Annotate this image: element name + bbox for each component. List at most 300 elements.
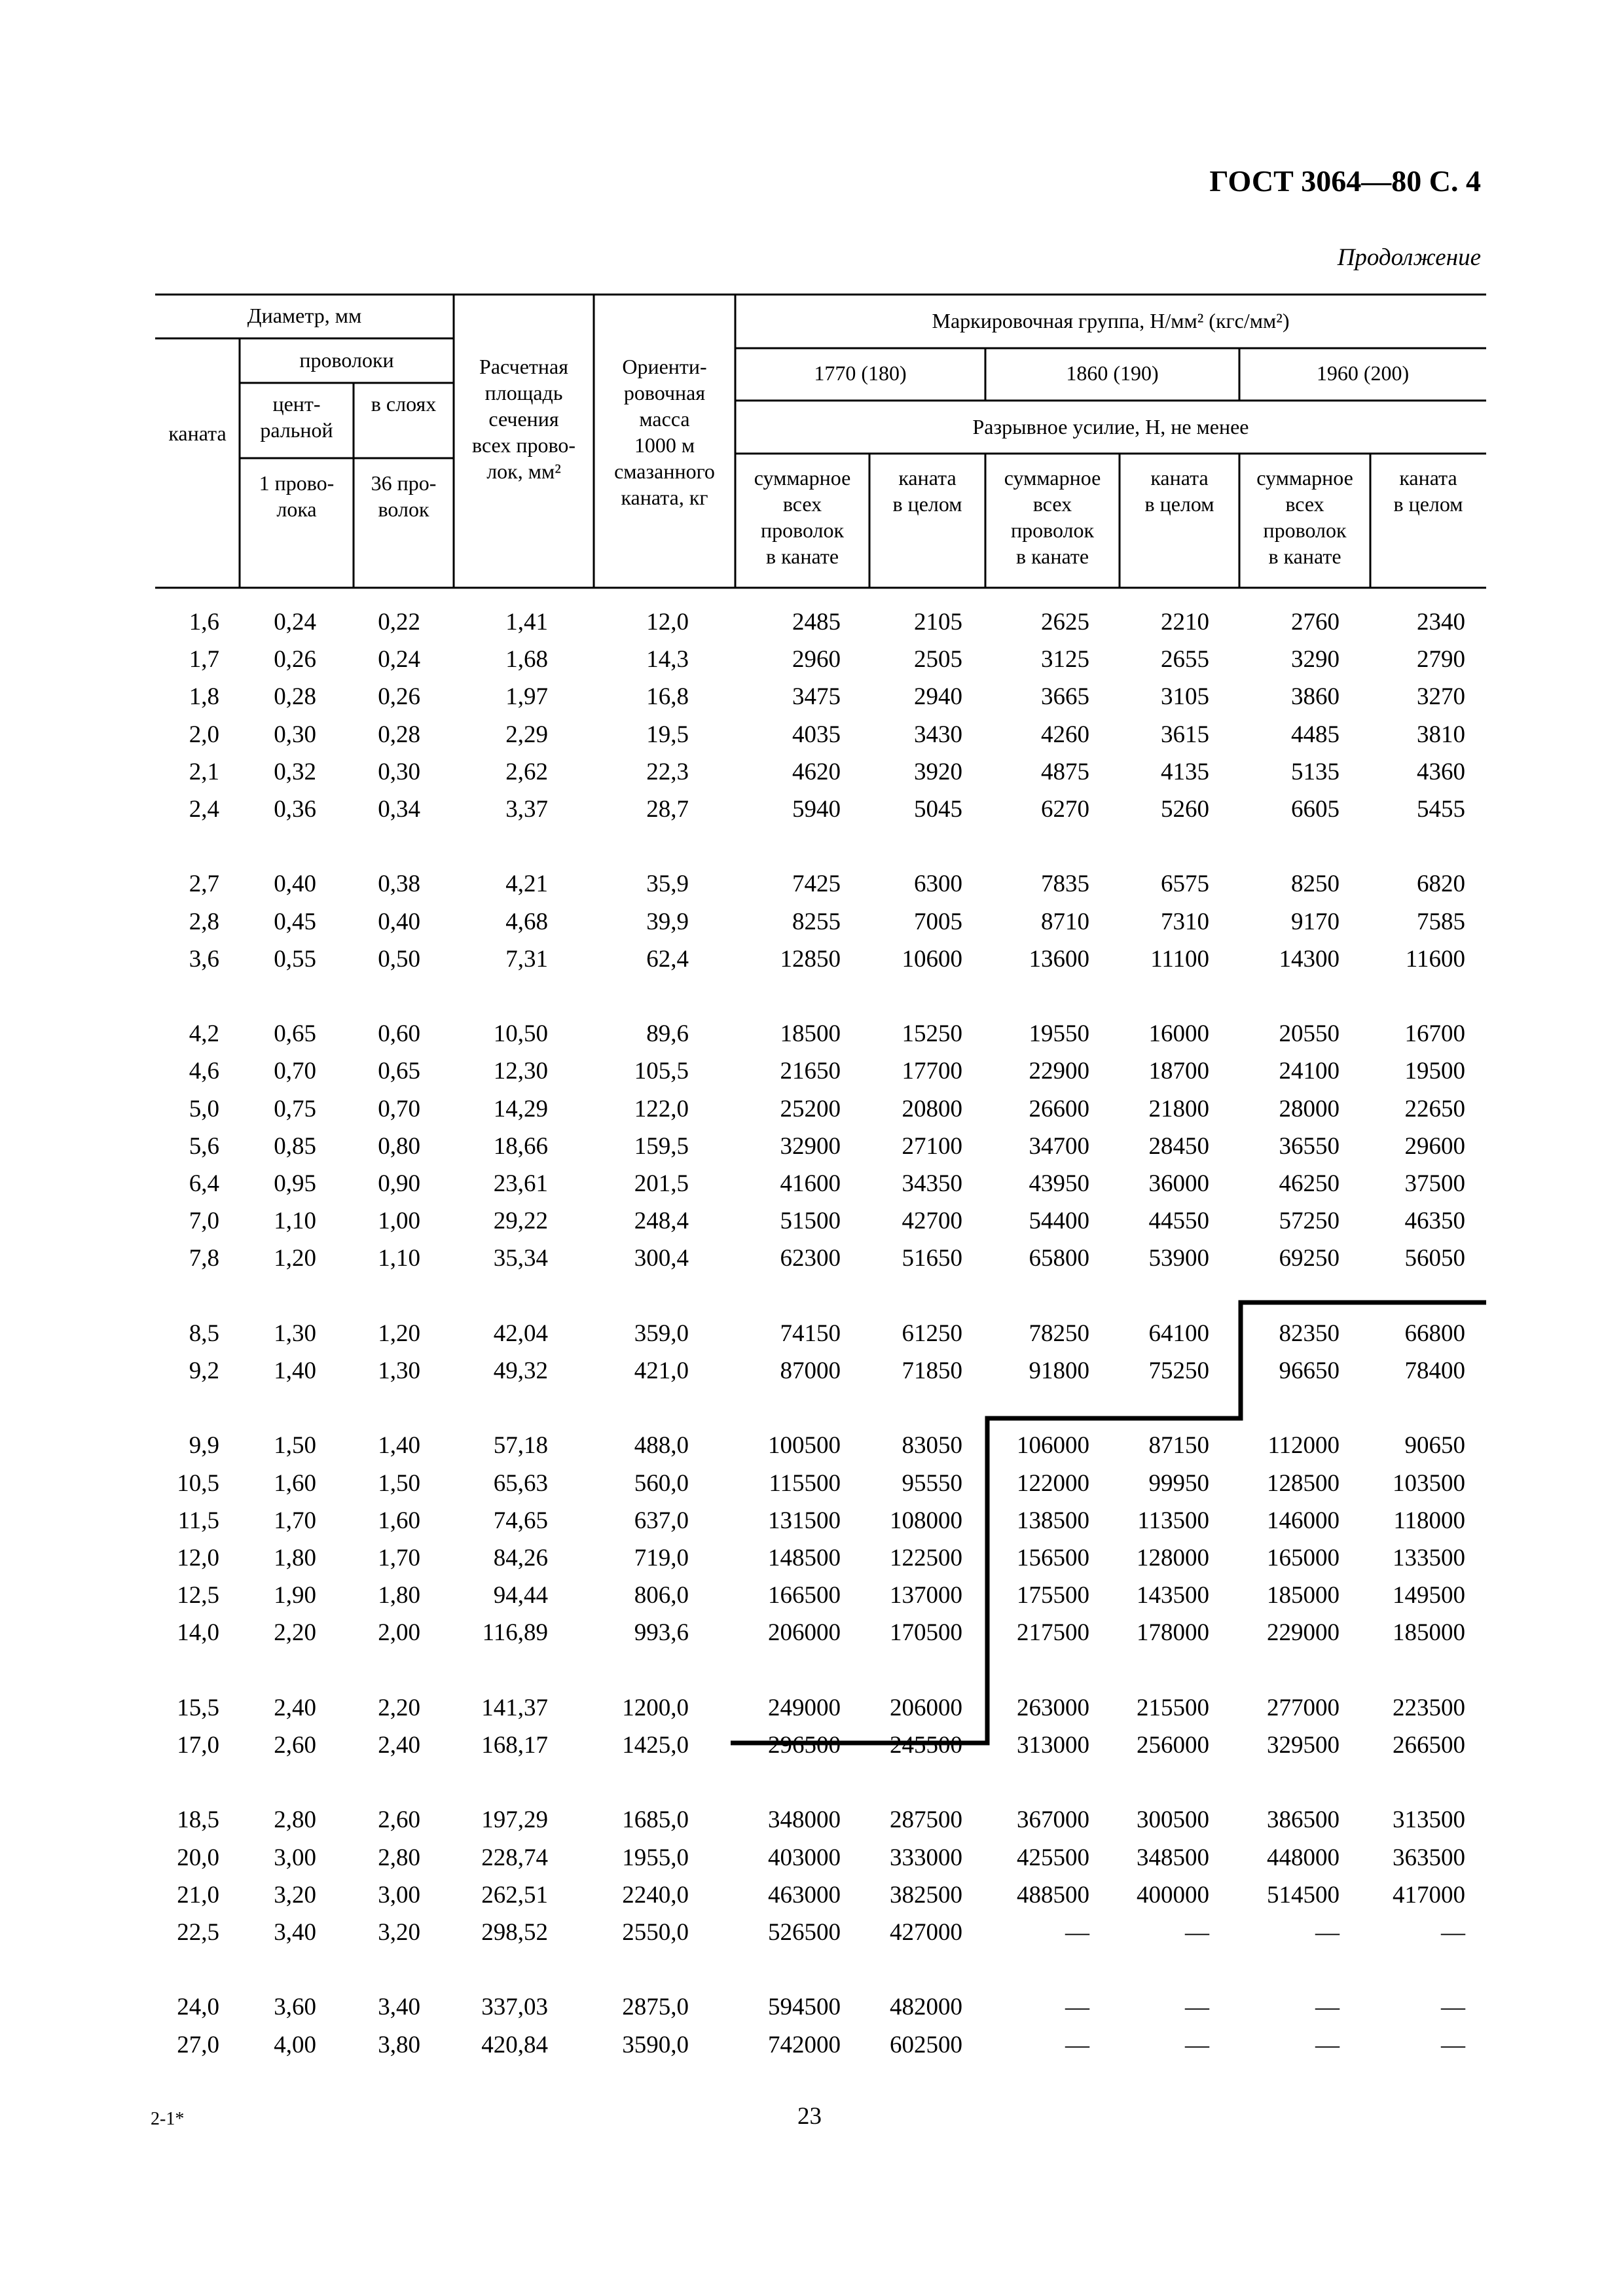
cell-central-wire: 3,40 <box>274 1919 316 1946</box>
cell-rope-diameter: 3,6 <box>189 945 219 973</box>
cell-rope-1960: 46350 <box>1404 1208 1465 1235</box>
cell-rope-1770: 15250 <box>902 1020 962 1048</box>
cell-rope-1960: 90650 <box>1404 1432 1465 1460</box>
cell-total-1860: 263000 <box>1017 1694 1089 1721</box>
cell-rope-1860: — <box>1185 1994 1209 2021</box>
cell-central-wire: 0,40 <box>274 870 316 898</box>
cell-total-1770: 742000 <box>768 2031 841 2058</box>
cell-area: 29,22 <box>493 1208 548 1235</box>
cell-area: 49,32 <box>493 1357 548 1384</box>
cell-rope-1770: 2940 <box>914 683 962 711</box>
cell-total-1960: 146000 <box>1267 1507 1340 1534</box>
cell-central-wire: 1,80 <box>274 1545 316 1571</box>
cell-mass: 637,0 <box>634 1507 689 1534</box>
cell-rope-diameter: 2,0 <box>189 721 219 748</box>
cell-rope-diameter: 2,1 <box>189 758 219 785</box>
cell-rope-1770: 3430 <box>914 721 962 748</box>
cell-rope-1860: 36000 <box>1148 1170 1209 1197</box>
cell-rope-1860: 28450 <box>1148 1132 1209 1160</box>
cell-rope-1960: — <box>1441 2031 1465 2058</box>
cell-rope-diameter: 4,6 <box>189 1058 219 1085</box>
cell-total-1960: 229000 <box>1267 1619 1340 1647</box>
cell-central-wire: 0,32 <box>274 758 316 785</box>
cell-rope-1860: 256000 <box>1137 1732 1209 1759</box>
cell-total-1860: 91800 <box>1029 1357 1089 1384</box>
cell-mass: 89,6 <box>646 1020 689 1048</box>
cell-total-1770: 51500 <box>780 1208 841 1235</box>
cell-rope-1770: 51650 <box>902 1245 962 1272</box>
cell-rope-1770: 287500 <box>890 1806 962 1834</box>
cell-rope-diameter: 2,4 <box>189 796 219 823</box>
cell-total-1770: 32900 <box>780 1132 841 1160</box>
cell-total-1770: 403000 <box>768 1844 841 1871</box>
cell-area: 337,03 <box>481 1994 548 2021</box>
cell-total-1770: 21650 <box>780 1058 841 1085</box>
cell-rope-1860: 128000 <box>1137 1545 1209 1571</box>
cell-mass: 2550,0 <box>622 1919 689 1946</box>
cell-total-1960: 36550 <box>1279 1132 1340 1160</box>
header-mass: Ориенти- ровочная масса 1000 м смазанного каната, кг <box>614 355 715 509</box>
cell-rope-1770: 27100 <box>902 1132 962 1160</box>
cell-central-wire: 0,65 <box>274 1020 316 1048</box>
cell-area: 298,52 <box>481 1919 548 1946</box>
cell-rope-1960: 3810 <box>1417 721 1465 748</box>
cell-total-1860: 175500 <box>1017 1582 1089 1609</box>
cell-central-wire: 1,70 <box>274 1507 316 1534</box>
cell-total-1860: 65800 <box>1029 1245 1089 1272</box>
cell-rope-1860: 11100 <box>1150 945 1209 973</box>
cell-rope-1860: 300500 <box>1137 1806 1209 1834</box>
cell-total-1960: 14300 <box>1279 945 1340 973</box>
header-one-wire: 1 прово- лока <box>259 471 335 521</box>
cell-rope-1860: — <box>1185 2031 1209 2058</box>
cell-rope-1960: 2790 <box>1417 646 1465 673</box>
cell-rope-1960: 313500 <box>1393 1806 1465 1834</box>
cell-rope-1860: 18700 <box>1148 1058 1209 1085</box>
cell-central-wire: 0,70 <box>274 1058 316 1085</box>
cell-layer-wire: 1,80 <box>378 1582 420 1609</box>
cell-mass: 159,5 <box>634 1132 689 1160</box>
cell-rope-diameter: 4,2 <box>189 1020 219 1048</box>
cell-total-1960: 277000 <box>1267 1694 1340 1721</box>
cell-rope-1770: 71850 <box>902 1357 962 1384</box>
cell-total-1860: — <box>1065 2031 1089 2058</box>
cell-layer-wire: 0,80 <box>378 1132 420 1160</box>
cell-rope-1960: 66800 <box>1404 1319 1465 1347</box>
cell-central-wire: 2,40 <box>274 1694 316 1721</box>
cell-mass: 16,8 <box>646 683 689 711</box>
cell-total-1960: — <box>1315 2031 1340 2058</box>
cell-rope-diameter: 12,5 <box>177 1582 219 1609</box>
cell-total-1960: 386500 <box>1267 1806 1340 1834</box>
cell-layer-wire: 0,26 <box>378 683 420 711</box>
cell-rope-1960: 417000 <box>1393 1881 1465 1909</box>
cell-rope-1770: 333000 <box>890 1844 962 1871</box>
cell-rope-diameter: 22,5 <box>177 1919 219 1946</box>
cell-area: 1,68 <box>505 646 548 673</box>
cell-layer-wire: 0,34 <box>378 796 420 823</box>
cell-area: 2,29 <box>505 721 548 748</box>
cell-rope-diameter: 21,0 <box>177 1881 219 1909</box>
cell-area: 262,51 <box>481 1881 548 1909</box>
cell-total-1960: 128500 <box>1267 1469 1340 1497</box>
cell-area: 228,74 <box>481 1844 548 1871</box>
cell-rope-diameter: 17,0 <box>177 1732 219 1759</box>
cell-layer-wire: 0,65 <box>378 1058 420 1085</box>
cell-total-1960: 9170 <box>1291 908 1340 935</box>
cell-rope-1960: 266500 <box>1393 1732 1465 1759</box>
cell-total-1770: 5940 <box>792 796 841 823</box>
cell-area: 42,04 <box>493 1319 548 1347</box>
cell-layer-wire: 2,00 <box>378 1619 420 1647</box>
cell-central-wire: 2,80 <box>274 1806 316 1834</box>
cell-central-wire: 0,45 <box>274 908 316 935</box>
cell-total-1770: 41600 <box>780 1170 841 1197</box>
header-rope: каната <box>168 422 227 445</box>
cell-rope-1960: 29600 <box>1404 1132 1465 1160</box>
cell-rope-1960: 7585 <box>1417 908 1465 935</box>
cell-rope-diameter: 8,5 <box>189 1319 219 1347</box>
cell-rope-1960: — <box>1441 1994 1465 2021</box>
cell-layer-wire: 1,40 <box>378 1432 420 1460</box>
cell-rope-1770: 382500 <box>890 1881 962 1909</box>
cell-area: 4,21 <box>505 870 548 898</box>
cell-area: 1,41 <box>505 609 548 636</box>
cell-rope-1860: 143500 <box>1137 1582 1209 1609</box>
cell-area: 168,17 <box>481 1732 548 1759</box>
cell-total-1770: 166500 <box>768 1582 841 1609</box>
cell-rope-1860: 87150 <box>1148 1432 1209 1460</box>
cell-central-wire: 1,10 <box>274 1208 316 1235</box>
cell-mass: 719,0 <box>634 1545 689 1571</box>
cell-layer-wire: 2,60 <box>378 1806 420 1834</box>
cell-rope-1960: 11600 <box>1405 945 1465 973</box>
cell-mass: 421,0 <box>634 1357 689 1384</box>
cell-layer-wire: 1,00 <box>378 1208 420 1235</box>
cell-rope-1960: 185000 <box>1393 1619 1465 1647</box>
cell-total-1770: 3475 <box>792 683 841 711</box>
cell-total-1860: 106000 <box>1017 1432 1089 1460</box>
cell-layer-wire: 2,20 <box>378 1694 420 1721</box>
cell-total-1770: 594500 <box>768 1994 841 2021</box>
cell-central-wire: 0,26 <box>274 646 316 673</box>
cell-total-1770: 526500 <box>768 1919 841 1946</box>
cell-rope-1960: 103500 <box>1393 1469 1465 1497</box>
footer-sheet-mark: 2-1* <box>151 2109 185 2129</box>
cell-layer-wire: 0,70 <box>378 1095 420 1122</box>
cell-area: 35,34 <box>493 1245 548 1272</box>
header-rope-1770: каната в целом <box>892 466 962 516</box>
cell-total-1960: 8250 <box>1291 870 1340 898</box>
cell-layer-wire: 0,30 <box>378 758 420 785</box>
cell-central-wire: 0,95 <box>274 1170 316 1197</box>
cell-mass: 39,9 <box>646 908 689 935</box>
cell-central-wire: 0,85 <box>274 1132 316 1160</box>
cell-rope-1770: 3920 <box>914 758 962 785</box>
cell-rope-diameter: 7,0 <box>189 1208 219 1235</box>
cell-rope-1860: 2655 <box>1161 646 1209 673</box>
cell-rope-1960: 149500 <box>1393 1582 1465 1609</box>
cell-area: 420,84 <box>481 2031 548 2058</box>
cell-layer-wire: 3,40 <box>378 1994 420 2021</box>
cell-area: 23,61 <box>493 1170 548 1197</box>
header-diameter: Диаметр, мм <box>247 304 362 327</box>
cell-total-1770: 2960 <box>792 646 841 673</box>
header-breaking-force: Разрывное усилие, Н, не менее <box>972 415 1249 439</box>
cell-total-1860: 4875 <box>1041 758 1089 785</box>
cell-central-wire: 1,30 <box>274 1319 316 1347</box>
header-rope-1960: каната в целом <box>1393 466 1463 516</box>
cell-rope-diameter: 1,7 <box>189 646 219 673</box>
cell-rope-diameter: 24,0 <box>177 1994 219 2021</box>
cell-rope-1860: 64100 <box>1148 1319 1209 1347</box>
cell-total-1960: 3290 <box>1291 646 1340 673</box>
cell-rope-1860: 7310 <box>1161 908 1209 935</box>
cell-central-wire: 1,60 <box>274 1469 316 1497</box>
cell-rope-1960: 3270 <box>1417 683 1465 711</box>
cell-mass: 2875,0 <box>622 1994 689 2021</box>
cell-total-1860: 34700 <box>1029 1132 1089 1160</box>
cell-rope-1960: 223500 <box>1393 1694 1465 1721</box>
header-rope-1860: каната в целом <box>1144 466 1214 516</box>
cell-rope-diameter: 6,4 <box>189 1170 219 1197</box>
cell-layer-wire: 1,70 <box>378 1545 420 1571</box>
cell-layer-wire: 0,90 <box>378 1170 420 1197</box>
cell-area: 12,30 <box>493 1058 548 1085</box>
cell-total-1770: 25200 <box>780 1095 841 1122</box>
cell-rope-diameter: 15,5 <box>177 1694 219 1721</box>
cell-mass: 105,5 <box>634 1058 689 1085</box>
cell-rope-1860: 3105 <box>1161 683 1209 711</box>
cell-mass: 359,0 <box>634 1319 689 1347</box>
cell-rope-1860: 44550 <box>1148 1208 1209 1235</box>
cell-total-1860: 425500 <box>1017 1844 1089 1871</box>
cell-area: 14,29 <box>493 1095 548 1122</box>
cell-rope-1860: 53900 <box>1148 1245 1209 1272</box>
cell-mass: 22,3 <box>646 758 689 785</box>
cell-layer-wire: 1,20 <box>378 1319 420 1347</box>
cell-total-1960: 24100 <box>1279 1058 1340 1085</box>
cell-total-1960: 329500 <box>1267 1732 1340 1759</box>
cell-area: 197,29 <box>481 1806 548 1834</box>
cell-layer-wire: 1,10 <box>378 1245 420 1272</box>
cell-rope-1770: 482000 <box>890 1994 962 2021</box>
cell-rope-1960: 19500 <box>1404 1058 1465 1085</box>
cell-rope-diameter: 1,6 <box>189 609 219 636</box>
cell-total-1860: 3665 <box>1041 683 1089 711</box>
cell-layer-wire: 0,38 <box>378 870 420 898</box>
cell-total-1770: 74150 <box>780 1319 841 1347</box>
cell-layer-wire: 0,28 <box>378 721 420 748</box>
cell-layer-wire: 3,80 <box>378 2031 420 2058</box>
header-grade-1770: 1770 (180) <box>814 361 907 385</box>
cell-central-wire: 0,30 <box>274 721 316 748</box>
continued-label: Продолжение <box>1337 244 1481 271</box>
cell-rope-1770: 61250 <box>902 1319 962 1347</box>
cell-layer-wire: 0,22 <box>378 609 420 636</box>
cell-total-1960: 82350 <box>1279 1319 1340 1347</box>
cell-area: 10,50 <box>493 1020 548 1048</box>
header-grade-1960: 1960 (200) <box>1316 361 1410 385</box>
cell-total-1770: 463000 <box>768 1881 841 1909</box>
cell-mass: 806,0 <box>634 1582 689 1609</box>
cell-rope-1770: 2105 <box>914 609 962 636</box>
cell-total-1960: 112000 <box>1267 1432 1340 1460</box>
cell-total-1960: 57250 <box>1279 1208 1340 1235</box>
cell-total-1770: 100500 <box>768 1432 841 1460</box>
cell-rope-1860: 99950 <box>1148 1469 1209 1497</box>
cell-mass: 201,5 <box>634 1170 689 1197</box>
cell-rope-1960: 78400 <box>1404 1357 1465 1384</box>
cell-area: 57,18 <box>493 1432 548 1460</box>
cell-total-1960: 6605 <box>1291 796 1340 823</box>
cell-rope-diameter: 5,6 <box>189 1132 219 1160</box>
cell-rope-1770: 83050 <box>902 1432 962 1460</box>
cell-total-1860: 43950 <box>1029 1170 1089 1197</box>
cell-area: 4,68 <box>505 908 548 935</box>
cell-layer-wire: 0,24 <box>378 646 420 673</box>
cell-total-1860: 78250 <box>1029 1319 1089 1347</box>
cell-mass: 488,0 <box>634 1432 689 1460</box>
cell-rope-1860: 16000 <box>1148 1020 1209 1048</box>
cell-layer-wire: 2,80 <box>378 1844 420 1871</box>
cell-central-wire: 0,75 <box>274 1095 316 1122</box>
cell-total-1960: 448000 <box>1267 1844 1340 1871</box>
cell-rope-1770: 122500 <box>890 1545 962 1571</box>
cell-total-1860: 13600 <box>1029 945 1089 973</box>
cell-rope-1960: 6820 <box>1417 870 1465 898</box>
cell-total-1860: — <box>1065 1994 1089 2021</box>
cell-rope-1770: 206000 <box>890 1694 962 1721</box>
cell-total-1860: 19550 <box>1029 1020 1089 1048</box>
cell-total-1860: 4260 <box>1041 721 1089 748</box>
cell-rope-1770: 7005 <box>914 908 962 935</box>
cell-total-1860: 156500 <box>1017 1545 1089 1571</box>
cell-total-1960: 3860 <box>1291 683 1340 711</box>
cell-rope-1770: 137000 <box>890 1582 962 1609</box>
cell-total-1960: 28000 <box>1279 1095 1340 1122</box>
cell-rope-diameter: 27,0 <box>177 2031 219 2058</box>
cell-total-1770: 4620 <box>792 758 841 785</box>
cell-total-1770: 4035 <box>792 721 841 748</box>
cell-central-wire: 3,20 <box>274 1881 316 1909</box>
header-total-1770: суммарное всех проволок в канате <box>754 466 851 568</box>
cell-mass: 62,4 <box>646 945 689 973</box>
cell-mass: 3590,0 <box>622 2031 689 2058</box>
cell-mass: 248,4 <box>634 1208 689 1235</box>
cell-rope-1860: 348500 <box>1137 1844 1209 1871</box>
cell-area: 7,31 <box>505 945 548 973</box>
header-total-1860: суммарное всех проволок в канате <box>1004 466 1101 568</box>
cell-rope-1960: 118000 <box>1393 1507 1465 1534</box>
cell-rope-1770: 42700 <box>902 1208 962 1235</box>
cell-mass: 1200,0 <box>622 1694 689 1721</box>
cell-total-1860: 138500 <box>1017 1507 1089 1534</box>
cell-total-1770: 12850 <box>780 945 841 973</box>
cell-total-1860: 7835 <box>1041 870 1089 898</box>
cell-total-1860: 367000 <box>1017 1806 1089 1834</box>
cell-area: 18,66 <box>493 1132 548 1160</box>
cell-rope-diameter: 18,5 <box>177 1806 219 1834</box>
cell-mass: 122,0 <box>634 1095 689 1122</box>
cell-mass: 2240,0 <box>622 1881 689 1909</box>
cell-rope-1860: 4135 <box>1161 758 1209 785</box>
cell-rope-1860: 113500 <box>1137 1507 1209 1534</box>
cell-central-wire: 0,24 <box>274 609 316 636</box>
cell-total-1960: 2760 <box>1291 609 1340 636</box>
header-wires: проволоки <box>299 348 394 372</box>
cell-central-wire: 1,20 <box>274 1245 316 1272</box>
cell-rope-1770: 34350 <box>902 1170 962 1197</box>
cell-rope-1960: 4360 <box>1417 758 1465 785</box>
cell-central-wire: 2,20 <box>274 1619 316 1647</box>
cell-area: 1,97 <box>505 683 548 711</box>
cell-rope-diameter: 12,0 <box>177 1545 219 1571</box>
cell-area: 94,44 <box>493 1582 548 1609</box>
cell-total-1960: 514500 <box>1267 1881 1340 1909</box>
cell-rope-1960: 56050 <box>1404 1245 1465 1272</box>
cell-area: 65,63 <box>493 1469 548 1497</box>
cell-total-1960: 5135 <box>1291 758 1340 785</box>
cell-rope-1770: 20800 <box>902 1095 962 1122</box>
cell-layer-wire: 0,60 <box>378 1020 420 1048</box>
cell-rope-1770: 2505 <box>914 646 962 673</box>
cell-rope-diameter: 1,8 <box>189 683 219 711</box>
cell-rope-1960: 363500 <box>1393 1844 1465 1871</box>
cell-total-1860: 6270 <box>1041 796 1089 823</box>
cell-layer-wire: 1,30 <box>378 1357 420 1384</box>
cell-rope-diameter: 10,5 <box>177 1469 219 1497</box>
cell-rope-1770: 17700 <box>902 1058 962 1085</box>
cell-rope-1860: — <box>1185 1919 1209 1946</box>
cell-mass: 560,0 <box>634 1469 689 1497</box>
cell-rope-diameter: 2,8 <box>189 908 219 935</box>
cell-layer-wire: 1,50 <box>378 1469 420 1497</box>
cell-layer-wire: 0,40 <box>378 908 420 935</box>
cell-rope-1960: 37500 <box>1404 1170 1465 1197</box>
cell-central-wire: 0,36 <box>274 796 316 823</box>
cell-rope-1960: 5455 <box>1417 796 1465 823</box>
cell-total-1860: 8710 <box>1041 908 1089 935</box>
header-central: цент- ральной <box>260 392 333 442</box>
cell-mass: 28,7 <box>646 796 689 823</box>
cell-rope-1770: 427000 <box>890 1919 962 1946</box>
cell-total-1860: 217500 <box>1017 1619 1089 1647</box>
cell-total-1770: 249000 <box>768 1694 841 1721</box>
cell-mass: 300,4 <box>634 1245 689 1272</box>
cell-total-1770: 18500 <box>780 1020 841 1048</box>
header-total-1960: суммарное всех проволок в канате <box>1256 466 1353 568</box>
cell-rope-1860: 6575 <box>1161 870 1209 898</box>
cell-mass: 993,6 <box>634 1619 689 1647</box>
cell-total-1860: — <box>1065 1919 1089 1946</box>
cell-total-1770: 2485 <box>792 609 841 636</box>
cell-total-1960: 69250 <box>1279 1245 1340 1272</box>
cell-central-wire: 2,60 <box>274 1732 316 1759</box>
cell-total-1960: — <box>1315 1919 1340 1946</box>
cell-total-1860: 26600 <box>1029 1095 1089 1122</box>
cell-area: 84,26 <box>493 1545 548 1571</box>
cell-rope-1770: 602500 <box>890 2031 962 2058</box>
cell-total-1770: 131500 <box>768 1507 841 1534</box>
cell-total-1770: 62300 <box>780 1245 841 1272</box>
cell-rope-1770: 170500 <box>890 1619 962 1647</box>
header-grade-1860: 1860 (190) <box>1066 361 1159 385</box>
cell-rope-1770: 6300 <box>914 870 962 898</box>
cell-total-1770: 206000 <box>768 1619 841 1647</box>
cell-rope-1770: 5045 <box>914 796 962 823</box>
cell-mass: 14,3 <box>646 646 689 673</box>
